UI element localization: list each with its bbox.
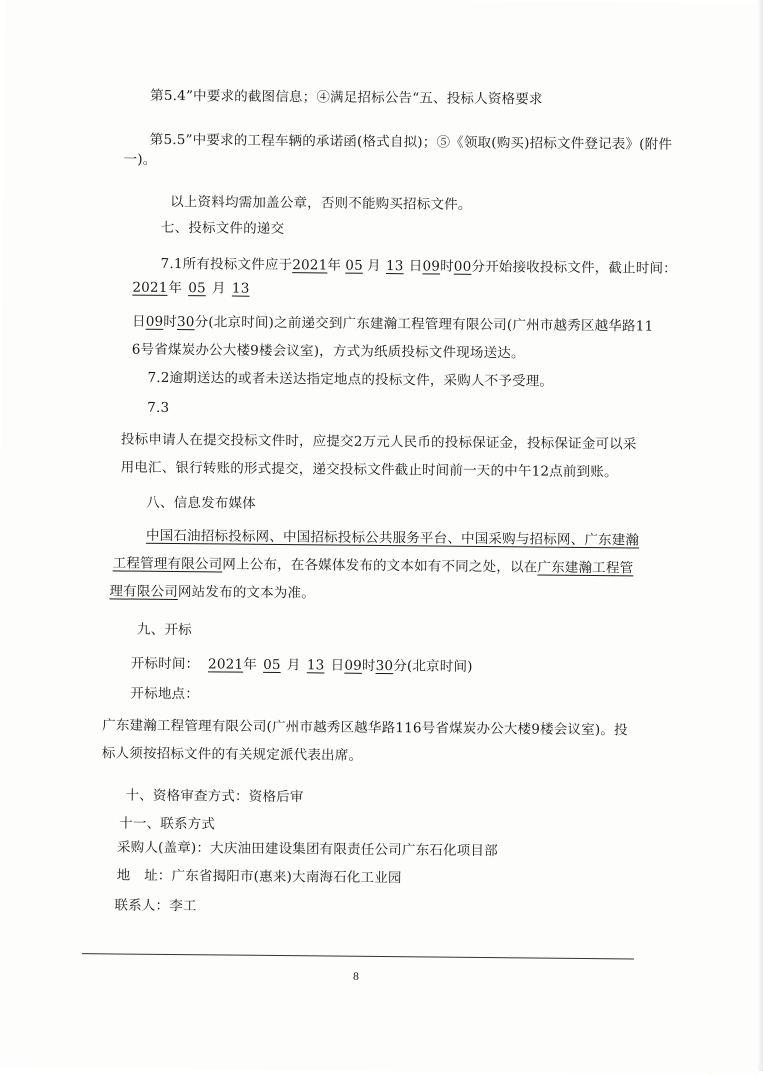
text-segment: 月 bbox=[367, 257, 381, 274]
text-segment: 网站发布的文本为准。 bbox=[177, 584, 316, 602]
text-line-7-3: 7.3 bbox=[147, 399, 170, 416]
date-day: 13 bbox=[231, 280, 250, 297]
text-segment: 时 bbox=[163, 313, 178, 331]
text-line-deadline-time bbox=[132, 312, 653, 337]
date-month: 05 bbox=[345, 257, 364, 274]
text-line-4: 以上资料均需加盖公章，否则不能购买招标文件。 bbox=[170, 193, 472, 213]
text-line-opening-place-label: 开标地点： bbox=[130, 685, 200, 703]
text-line-deposit-1: 投标申请人在提交投标文件时，应提交2万元人民币的投标保证金，投标保证金可以采 bbox=[120, 431, 637, 453]
time-minute: 30 bbox=[375, 657, 394, 675]
text-segment: 日 bbox=[408, 258, 423, 275]
page-number: 8 bbox=[352, 971, 360, 983]
time-hour: 09 bbox=[422, 258, 441, 275]
text-line-opening-place-2: 标人须按招标文件的有关规定派代表出席。 bbox=[101, 745, 363, 764]
text-line-1: 第5.4”中要求的截图信息；④满足招标公告“五、投标人资格要求 bbox=[150, 87, 543, 108]
text-line-media-2 bbox=[113, 553, 634, 578]
text-segment: 日 bbox=[330, 657, 345, 674]
time-hour: 09 bbox=[344, 657, 363, 674]
text-line-location: 地 址：广东省揭阳市(惠来)大南海石化工业园 bbox=[116, 867, 402, 887]
text-segment: 时 bbox=[440, 258, 454, 275]
text-line-media-3 bbox=[109, 581, 315, 603]
text-line-media-1: 中国石油招标投标网、中国招标投标公共服务平台、中国采购与招标网、广东建瀚 bbox=[145, 527, 640, 549]
text-line-7-2: 7.2逾期送达的或者未送达指定地点的投标文件，采购人不予受理。 bbox=[147, 369, 554, 390]
text-segment: 月 bbox=[286, 657, 301, 674]
text-line-deadline-date bbox=[132, 278, 256, 299]
text-segment: 广东建瀚工程管 bbox=[537, 559, 634, 577]
text-segment: 分(北京时间) bbox=[393, 658, 473, 675]
text-line-address: 6号省煤炭办公大楼9楼会议室)，方式为纸质投标文件现场送达。 bbox=[131, 341, 525, 362]
text-segment: 网上公布，在各媒体发布的文本如有不同之处，以在 bbox=[222, 556, 538, 576]
date-year: 2021 bbox=[292, 257, 328, 274]
section-heading-8: 八、信息发布媒体 bbox=[146, 494, 256, 512]
text-line-3: 一)。 bbox=[123, 151, 157, 168]
text-segment: 年 bbox=[327, 257, 342, 274]
section-heading-9: 九、开标 bbox=[137, 621, 192, 639]
text-line-deposit-2: 用电汇、银行转账的形式提交，递交投标文件截止时间前一天的中午12点前到账。 bbox=[120, 459, 618, 481]
text-segment: 工程管理有限公司 bbox=[112, 555, 223, 573]
text-segment: 分开始接收投标文件，截止时间： bbox=[471, 258, 677, 277]
date-day: 13 bbox=[385, 258, 404, 275]
footer-divider bbox=[82, 953, 634, 959]
date-month: 05 bbox=[188, 280, 206, 297]
text-segment: 开标时间： bbox=[130, 655, 200, 673]
time-hour: 09 bbox=[145, 313, 164, 330]
date-year: 2021 bbox=[132, 279, 168, 296]
date-day: 13 bbox=[306, 657, 325, 674]
section-heading-7: 七、投标文件的递交 bbox=[160, 219, 285, 238]
text-segment: 年 bbox=[168, 279, 183, 297]
time-minute: 00 bbox=[453, 258, 472, 275]
time-minute: 30 bbox=[176, 314, 195, 331]
date-year: 2021 bbox=[208, 656, 244, 673]
scan-edge-shadow bbox=[757, 0, 763, 1071]
text-segment: 理有限公司 bbox=[109, 583, 179, 601]
section-heading-11: 十一、联系方式 bbox=[119, 815, 216, 833]
text-line-purchaser: 采购人(盖章)：大庆油田建设集团有限责任公司广东石化项目部 bbox=[116, 839, 498, 860]
text-segment: 月 bbox=[211, 280, 226, 297]
text-segment: 7.1所有投标文件应于 bbox=[160, 255, 293, 274]
text-line-opening-time bbox=[131, 654, 473, 677]
section-heading-10: 十、资格审查方式：资格后审 bbox=[125, 787, 304, 806]
text-line-7-1 bbox=[161, 254, 678, 279]
text-segment: 分(北京时间)之前递交到广东建瀚工程管理有限公司(广州市越秀区越华路11 bbox=[194, 314, 654, 335]
date-month: 05 bbox=[263, 656, 281, 674]
text-segment: 年 bbox=[243, 656, 258, 673]
text-line-contact: 联系人：李工 bbox=[114, 897, 197, 915]
text-segment: 时 bbox=[361, 657, 376, 674]
text-line-opening-place-1: 广东建瀚工程管理有限公司(广州市越秀区越华路116号省煤炭办公大楼9楼会议室)。投 bbox=[102, 717, 628, 739]
text-line-2: 第5.5”中要求的工程车辆的承诺函(格式自拟)；⑤《领取(购买)招标文件登记表》(附件 bbox=[149, 131, 673, 153]
text-segment: 日 bbox=[131, 313, 146, 330]
